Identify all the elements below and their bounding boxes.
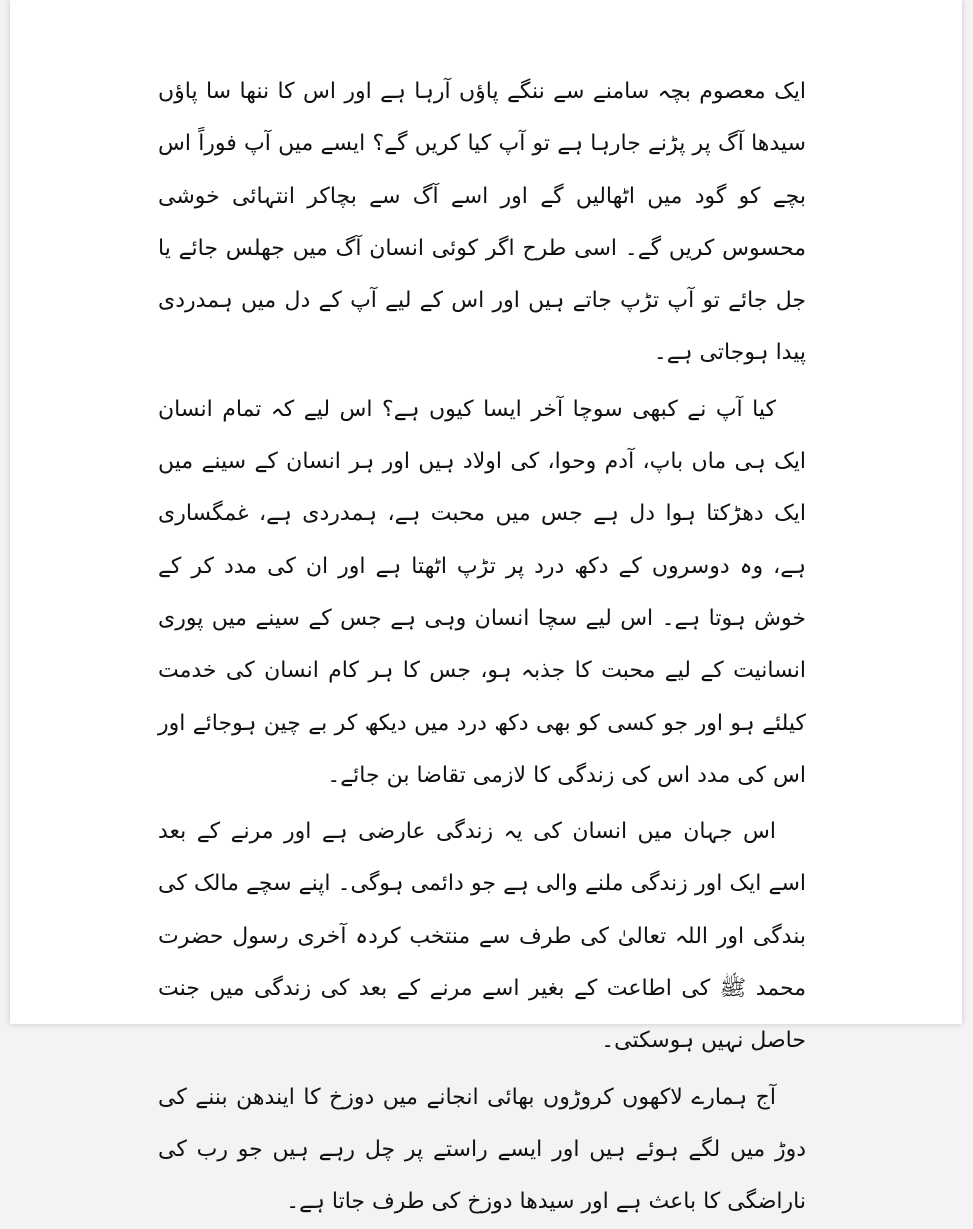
paragraph-4: آج ہمارے لاکھوں کروڑوں بھائی انجانے میں دوزخ کا ایندھن بننے کی دوڑ میں لگے ہوئے ہیں اور ایسے راستے پر چل رہے ہیں جو رب کی ناراضگی کا باعث ہے اور سیدھا دوزخ کی طرف جاتا ہے۔: [158, 1084, 806, 1215]
paragraph-2: کیا آپ نے کبھی سوچا آخر ایسا کیوں ہے؟ اس لیے کہ تمام انسان ایک ہی ماں باپ، آدم وحوا، کی اولاد ہیں اور ہر انسان کے سینے میں ایک دھڑکتا ہوا دل ہے جس میں محبت ہے، ہمدردی ہے، غمگساری ہے، وہ دوسروں کے دکھ درد پر تڑپ اٹھتا ہے اور ان کی مدد کر کے خوش ہوتا ہے۔ اس لیے سچا انسان وہی ہے جس کے سینے میں پوری انسانیت کے لیے محبت کا جذبہ ہو، جس کا ہر کام انسان کی خدمت کیلئے ہو اور جو کسی کو بھی دکھ درد میں دیکھ کر بے چین ہوجائے اور اس کی مدد اس کی زندگی کا لازمی تقاضا بن جائے۔: [158, 396, 806, 788]
document-body: [158, 66, 806, 1229]
paragraph-3: اس جہان میں انسان کی یہ زندگی عارضی ہے اور مرنے کے بعد اسے ایک اور زندگی ملنے والی ہے جو دائمی ہوگی۔ اپنے سچے مالک کی بندگی اور اللہ تعالیٰ کی طرف سے منتخب کردہ آخری رسول حضرت محمد ﷺ کی اطاعت کے بغیر اسے مرنے کے بعد کی زندگی میں جنت حاصل نہیں ہوسکتی۔: [158, 819, 806, 1054]
paragraph-1: ایک معصوم بچہ سامنے سے ننگے پاؤں آرہا ہے اور اس کا ننھا سا پاؤں سیدھا آگ پر پڑنے جارہا ہے تو آپ کیا کریں گے؟ ایسے میں آپ فوراً اس بچے کو گود میں اٹھالیں گے اور اسے آگ سے بچاکر انتہائی خوشی محسوس کریں گے۔ اسی طرح اگر کوئی انسان آگ میں جھلس جائے یا جل جائے تو آپ تڑپ جاتے ہیں اور اس کے لیے آپ کے دل میں ہمدردی پیدا ہوجاتی ہے۔: [158, 79, 806, 366]
document-page: [10, 0, 962, 1215]
